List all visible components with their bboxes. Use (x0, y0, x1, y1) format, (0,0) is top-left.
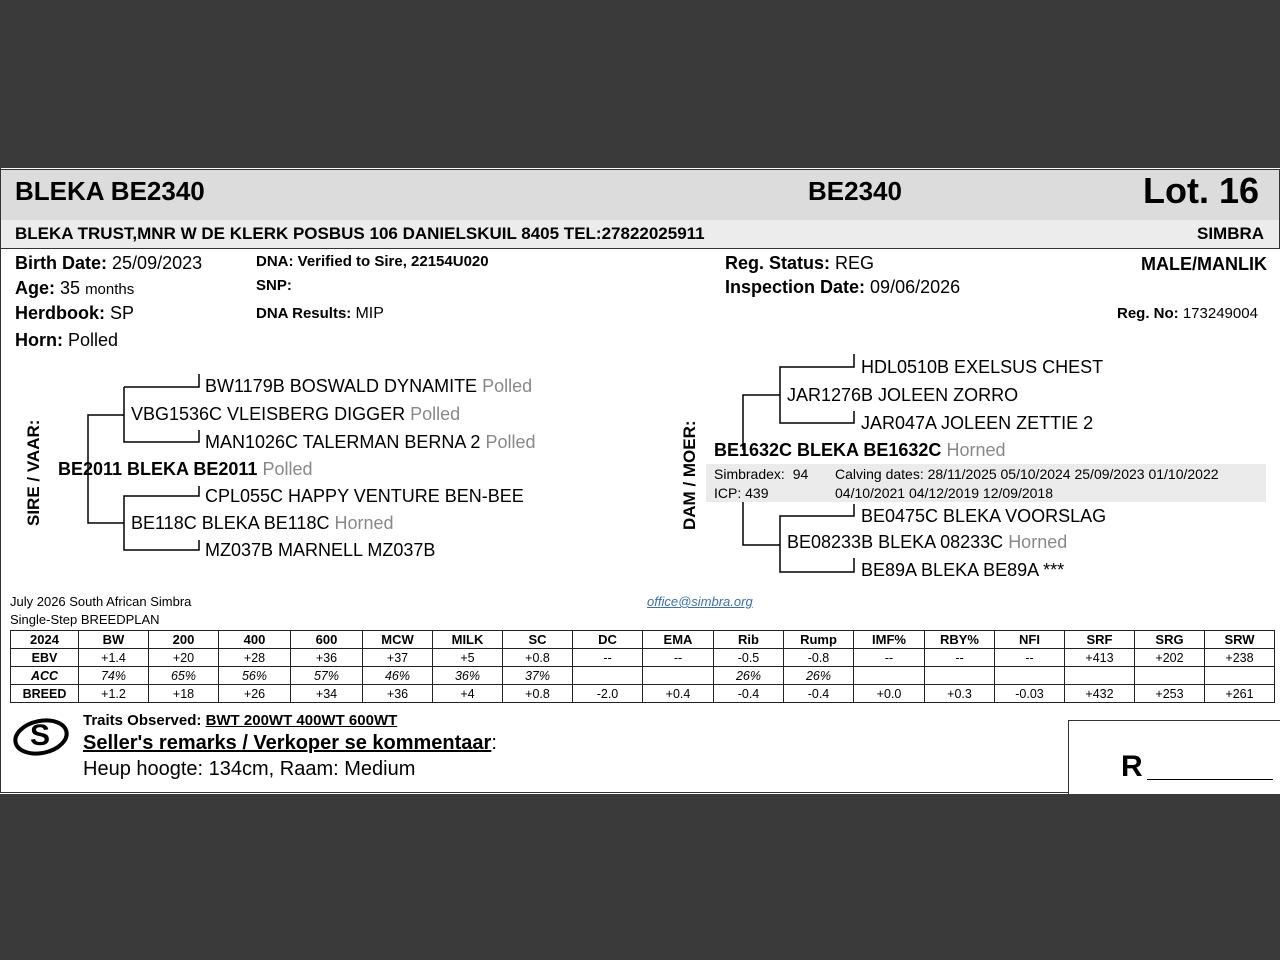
owner-line: BLEKA TRUST,MNR W DE KLERK POSBUS 106 DANIELSKUIL 8405 TEL:27822025911 (15, 224, 705, 243)
price-prefix: R (1121, 750, 1143, 783)
table-cell: +37 (363, 649, 433, 667)
pedigree-ds-dam: JAR047A JOLEEN ZETTIE 2 (861, 413, 1094, 433)
table-cell: 57% (291, 667, 363, 685)
row-label: 2024 (11, 631, 79, 649)
table-cell: 46% (363, 667, 433, 685)
table-cell (573, 667, 643, 685)
simbra-logo: S (12, 717, 70, 757)
table-cell: BW (79, 631, 149, 649)
table-cell: +4 (433, 685, 503, 703)
pedigree-sire: BE2011 BLEKA BE2011 Polled (58, 459, 313, 479)
table-cell: Rib (714, 631, 784, 649)
icp: ICP: 439 (714, 485, 769, 501)
lot-card (0, 168, 1280, 794)
table-cell: +20 (149, 649, 219, 667)
acc-row (11, 667, 1275, 685)
price-box (1068, 720, 1280, 795)
pedigree-ds-sire: HDL0510B EXELSUS CHEST (861, 357, 1104, 377)
birth-date: Birth Date: 25/09/2023 (15, 253, 203, 273)
table-cell: +0.0 (854, 685, 925, 703)
table-cell (995, 667, 1065, 685)
breed-row (11, 685, 1275, 703)
simbradex: Simbradex: 94 (714, 466, 809, 482)
table-cell: 26% (784, 667, 854, 685)
table-cell (854, 667, 925, 685)
table-cell: 600 (291, 631, 363, 649)
table-cell: +1.2 (79, 685, 149, 703)
table-cell: EMA (643, 631, 714, 649)
pedigree-d-sire: JAR1276B JOLEEN ZORRO (787, 385, 1019, 405)
table-cell: +0.4 (643, 685, 714, 703)
table-cell: RBY% (925, 631, 995, 649)
table-cell: -2.0 (573, 685, 643, 703)
table-cell: -- (573, 649, 643, 667)
row-label: BREED (11, 685, 79, 703)
lot-number: Lot. 16 (1143, 170, 1260, 211)
table-cell: MILK (433, 631, 503, 649)
inspection-date: Inspection Date: 09/06/2026 (725, 277, 961, 297)
calving-dates-1: Calving dates: 28/11/2025 05/10/2024 25/09/2023 01/10/2022 (835, 466, 1219, 482)
pedigree-ss-sire: BW1179B BOSWALD DYNAMITE Polled (205, 376, 533, 396)
breedplan-line2: Single-Step BREEDPLAN (10, 612, 160, 627)
table-cell: -- (925, 649, 995, 667)
table-cell: Rump (784, 631, 854, 649)
row-label: EBV (11, 649, 79, 667)
pedigree-s-sire: VBG1536C VLEISBERG DIGGER Polled (131, 404, 461, 424)
table-cell: 400 (219, 631, 291, 649)
herdbook: Herdbook: SP (15, 303, 135, 323)
table-cell: +432 (1065, 685, 1135, 703)
sire-label: SIRE / VAAR: (24, 419, 43, 526)
table-cell (1065, 667, 1135, 685)
table-cell: 37% (503, 667, 573, 685)
table-cell: -- (854, 649, 925, 667)
table-cell: MCW (363, 631, 433, 649)
table-cell: -0.5 (714, 649, 784, 667)
calving-dates-2: 04/10/2021 04/12/2019 12/09/2018 (835, 485, 1053, 501)
table-header-row (11, 631, 1275, 649)
table-cell: 36% (433, 667, 503, 685)
table-cell: +36 (363, 685, 433, 703)
table-cell: +0.3 (925, 685, 995, 703)
pedigree-dam: BE1632C BLEKA BE1632C Horned (714, 440, 1006, 460)
table-cell: +202 (1135, 649, 1205, 667)
price-entry-line[interactable] (1147, 779, 1273, 780)
table-cell: -0.03 (995, 685, 1065, 703)
row-label: ACC (11, 667, 79, 685)
table-cell: 74% (79, 667, 149, 685)
ebv-table (10, 630, 1275, 703)
table-cell: +238 (1205, 649, 1275, 667)
table-cell: 56% (219, 667, 291, 685)
table-cell: +0.8 (503, 685, 573, 703)
table-cell (643, 667, 714, 685)
ebv-row (11, 649, 1275, 667)
table-cell (1135, 667, 1205, 685)
animal-id: BE2340 (808, 176, 902, 206)
dam-label: DAM / MOER: (680, 420, 699, 530)
table-cell (1205, 667, 1275, 685)
table-cell: -0.4 (784, 685, 854, 703)
table-cell: +36 (291, 649, 363, 667)
table-cell: -- (995, 649, 1065, 667)
pedigree-sd-sire: CPL055C HAPPY VENTURE BEN-BEE (205, 486, 524, 506)
reg-number: Reg. No: 173249004 (1117, 305, 1258, 322)
table-cell: +0.8 (503, 649, 573, 667)
table-cell: -0.8 (784, 649, 854, 667)
remarks-text: Heup hoogte: 134cm, Raam: Medium (83, 758, 416, 780)
table-cell: DC (573, 631, 643, 649)
dna-verified: DNA: Verified to Sire, 22154U020 (256, 253, 489, 270)
table-cell: +26 (219, 685, 291, 703)
table-cell (925, 667, 995, 685)
snp: SNP: (256, 277, 292, 294)
table-cell: -- (643, 649, 714, 667)
table-cell: SRG (1135, 631, 1205, 649)
table-cell: 65% (149, 667, 219, 685)
table-cell: SRW (1205, 631, 1275, 649)
pedigree-sd-dam: MZ037B MARNELL MZ037B (205, 540, 436, 560)
table-cell: +28 (219, 649, 291, 667)
animal-name: BLEKA BE2340 (15, 176, 205, 206)
pedigree-ss-dam: MAN1026C TALERMAN BERNA 2 Polled (205, 432, 536, 452)
table-cell: +5 (433, 649, 503, 667)
table-cell: SC (503, 631, 573, 649)
table-cell: +1.4 (79, 649, 149, 667)
table-cell: -0.4 (714, 685, 784, 703)
horn: Horn: Polled (15, 330, 119, 350)
traits-observed: Traits Observed: BWT 200WT 400WT 600WT (83, 712, 398, 729)
table-cell: IMF% (854, 631, 925, 649)
breed: SIMBRA (1197, 224, 1265, 243)
table-cell: +34 (291, 685, 363, 703)
table-cell: +253 (1135, 685, 1205, 703)
table-cell: 26% (714, 667, 784, 685)
reg-status: Reg. Status: REG (725, 253, 875, 273)
sex: MALE/MANLIK (1141, 254, 1267, 274)
remarks-heading: Seller's remarks / Verkoper se kommentaar: (83, 732, 497, 754)
table-cell: +18 (149, 685, 219, 703)
pedigree-s-dam: BE118C BLEKA BE118C Horned (131, 513, 394, 533)
table-cell: +261 (1205, 685, 1275, 703)
table-cell: 200 (149, 631, 219, 649)
age: Age: 35 months (15, 278, 135, 298)
pedigree-dd-dam: BE89A BLEKA BE89A *** (861, 560, 1065, 580)
table-cell: +413 (1065, 649, 1135, 667)
pedigree-d-dam: BE08233B BLEKA 08233C Horned (787, 532, 1068, 552)
table-cell: SRF (1065, 631, 1135, 649)
table-cell: NFI (995, 631, 1065, 649)
email-link[interactable]: office@simbra.org (647, 594, 753, 609)
pedigree-dd-sire: BE0475C BLEKA VOORSLAG (861, 506, 1107, 526)
breedplan-line1: July 2026 South African Simbra (10, 594, 192, 609)
dna-results: DNA Results: MIP (256, 305, 384, 322)
